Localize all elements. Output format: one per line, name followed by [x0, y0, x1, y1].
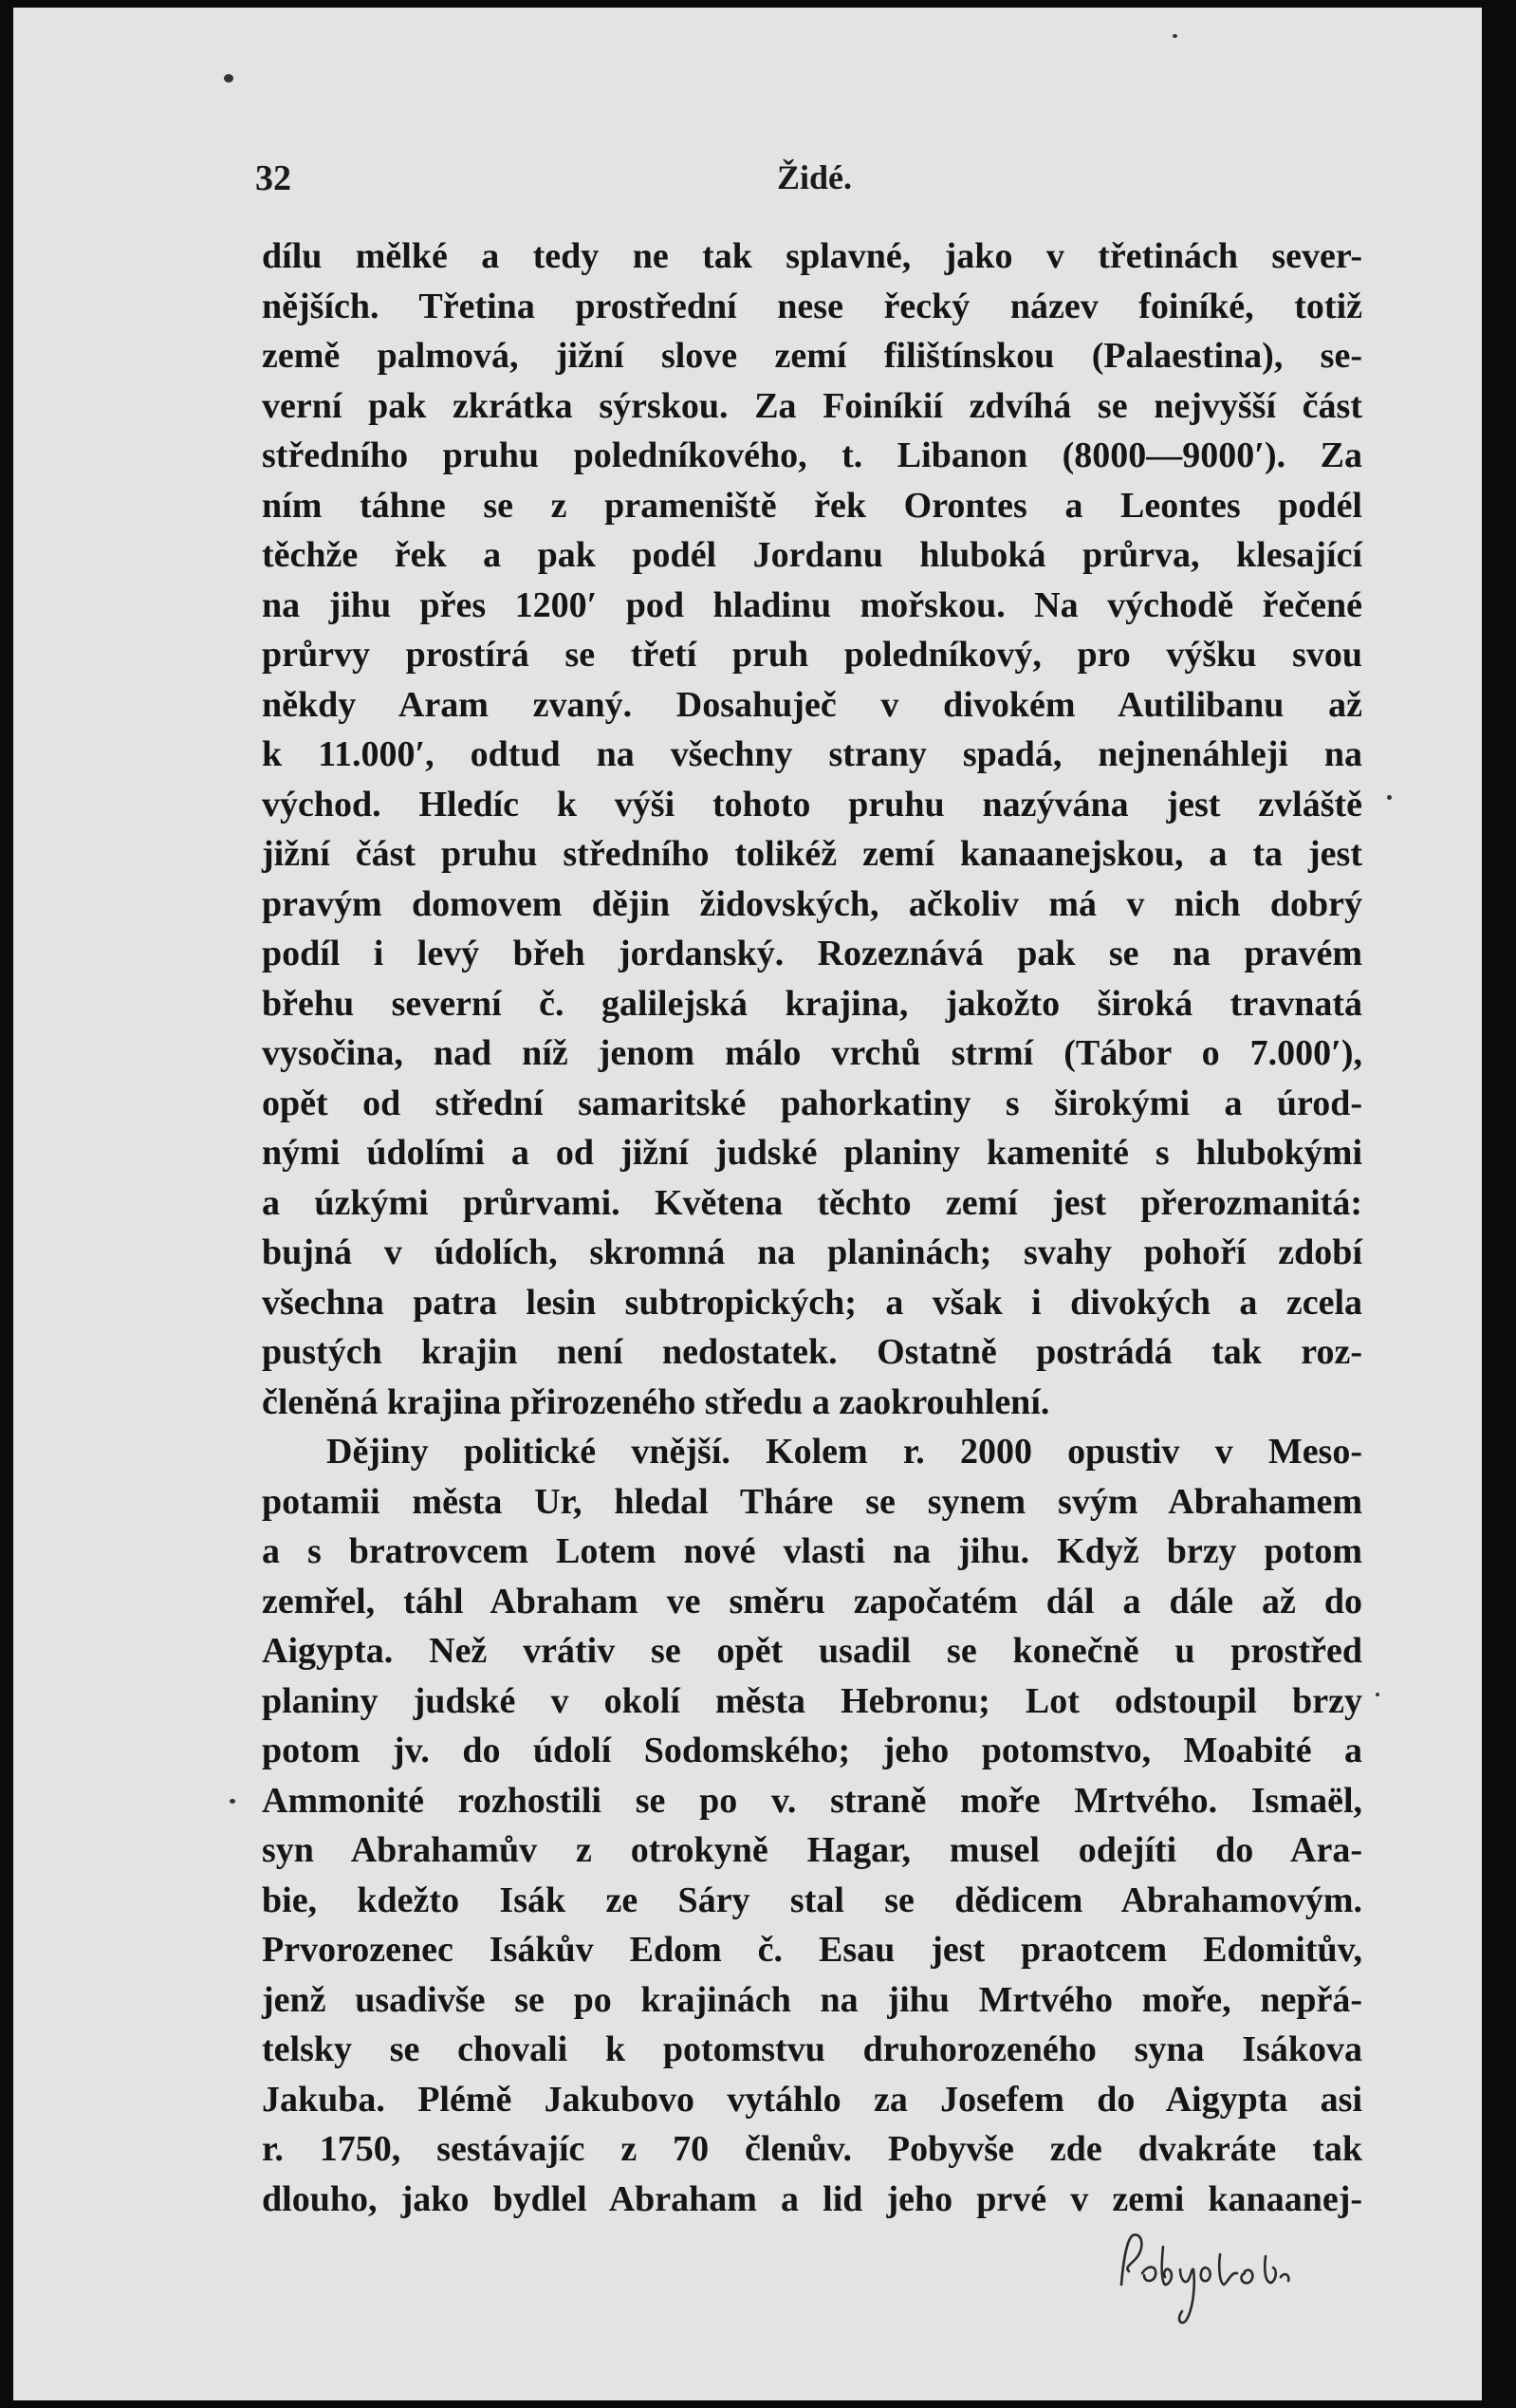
text-line: potom jv. do údolí Sodomského; jeho potomstvo, Moabité a — [262, 1731, 1362, 1770]
body-text — [262, 232, 1362, 2224]
text-line: Ammonité rozhostili se po v. straně moře Mrtvého. Ismaël, — [262, 1780, 1362, 1821]
text-line: potamii města Ur, hledal Tháre se synem svým Abrahamem — [262, 1481, 1362, 1522]
text-line: dlouho, jako bydlel Abraham a lid jeho prvé v zemi kanaanej- — [262, 2178, 1362, 2219]
text-line: zemřel, táhl Abraham ve směru započatém dál a dále až do — [262, 1581, 1362, 1621]
running-head: Židé. — [777, 158, 853, 196]
text-line: východ. Hledíc k výši tohoto pruhu nazývána jest zvláště — [262, 784, 1362, 824]
section-heading-line: Dějiny politické vnější. Kolem r. 2000 opustiv v Meso- — [326, 1432, 1362, 1472]
text-line: země palmová, jižní slove zemí filištínskou (Palaestina), se- — [262, 336, 1362, 376]
text-line: telsky se chovali k potomstvu druhorozeného syna Isákova — [262, 2029, 1362, 2069]
text-line: jižní část pruhu středního tolikéž zemí kanaanejskou, a ta jest — [262, 834, 1362, 874]
page-header — [255, 157, 1360, 205]
text-line: podíl i levý břeh jordanský. Rozeznává pak se na pravém — [262, 934, 1362, 973]
paper-speck — [224, 74, 233, 83]
text-line: Aigypta. Než vrátiv se opět usadil se konečně u prostřed — [262, 1631, 1362, 1671]
text-line: a s bratrovcem Lotem nové vlasti na jihu. Když brzy potom — [262, 1531, 1362, 1571]
page-number: 32 — [255, 158, 291, 198]
text-line: Jakuba. Plémě Jakubovo vytáhlo za Josefem do Aigypta asi — [262, 2079, 1362, 2120]
paper-speck — [1173, 34, 1177, 38]
text-line: jenž usadivše se po krajinách na jihu Mrtvého moře, nepřá- — [262, 1979, 1362, 2020]
text-line: k 11.000′, odtud na všechny strany spadá, nejnenáhleji na — [262, 734, 1362, 774]
text-line: a úzkými průrvami. Květena těchto zemí jest přerozmanitá: — [262, 1182, 1362, 1223]
text-line: těchže řek a pak podél Jordanu hluboká průrva, klesající — [262, 535, 1362, 575]
text-line: verní pak zkrátka sýrskou. Za Foiníkií zdvíhá se nejvyšší část — [262, 385, 1362, 426]
book-page — [13, 8, 1482, 2400]
paragraph-end-line: členěná krajina přirozeného středu a zaokrouhlení. — [262, 1381, 1050, 1422]
text-line: pustých krajin není nedostatek. Ostatně postrádá tak roz- — [262, 1332, 1362, 1372]
text-line: někdy Aram zvaný. Dosahuječ v divokém Autilibanu až — [262, 684, 1362, 725]
text-line: průrvy prostírá se třetí pruh poledníkový, pro výšku svou — [262, 635, 1362, 675]
text-line: na jihu přes 1200′ pod hladinu mořskou. Na východě řečené — [262, 584, 1362, 625]
paper-speck — [1387, 795, 1392, 800]
text-line: syn Abrahamův z otrokyně Hagar, musel odejíti do Ara- — [262, 1830, 1362, 1870]
text-line: r. 1750, sestávajíc z 70 členův. Pobyvše zde dvakráte tak — [262, 2129, 1362, 2169]
text-line: bie, kdežto Isák ze Sáry stal se dědicem Abrahamovým. — [262, 1880, 1362, 1920]
text-line: dílu mělké a tedy ne tak splavné, jako v třetinách sever- — [262, 236, 1362, 276]
text-line: nějších. Třetina prostřední nese řecký název foiníké, totiž — [262, 286, 1362, 326]
paper-speck — [230, 1799, 235, 1804]
text-line: vysočina, nad níž jenom málo vrchů strmí (Tábor o 7.000′), — [262, 1033, 1362, 1073]
text-line: ním táhne se z prameniště řek Orontes a Leontes podél — [262, 485, 1362, 526]
text-line: nými údolími a od jižní judské planiny kamenité s hlubokými — [262, 1133, 1362, 1173]
paper-speck — [1376, 1693, 1379, 1696]
text-line: planiny judské v okolí města Hebronu; Lot odstoupil brzy — [262, 1680, 1362, 1721]
text-line: všechna patra lesin subtropických; a však i divokých a zcela — [262, 1282, 1362, 1323]
handwritten-signature — [1114, 2228, 1303, 2332]
text-line: břehu severní č. galilejská krajina, jakožto široká travnatá — [262, 983, 1362, 1024]
text-line: pravým domovem dějin židovských, ačkoliv má v nich dobrý — [262, 883, 1362, 924]
text-line: středního pruhu poledníkového, t. Libanon (8000—9000′). Za — [262, 435, 1362, 475]
text-line: opět od střední samaritské pahorkatiny s širokými a úrod- — [262, 1083, 1362, 1123]
text-line: Prvorozenec Isákův Edom č. Esau jest praotcem Edomitův, — [262, 1930, 1362, 1970]
text-line: bujná v údolích, skromná na planinách; svahy pohoří zdobí — [262, 1232, 1362, 1272]
